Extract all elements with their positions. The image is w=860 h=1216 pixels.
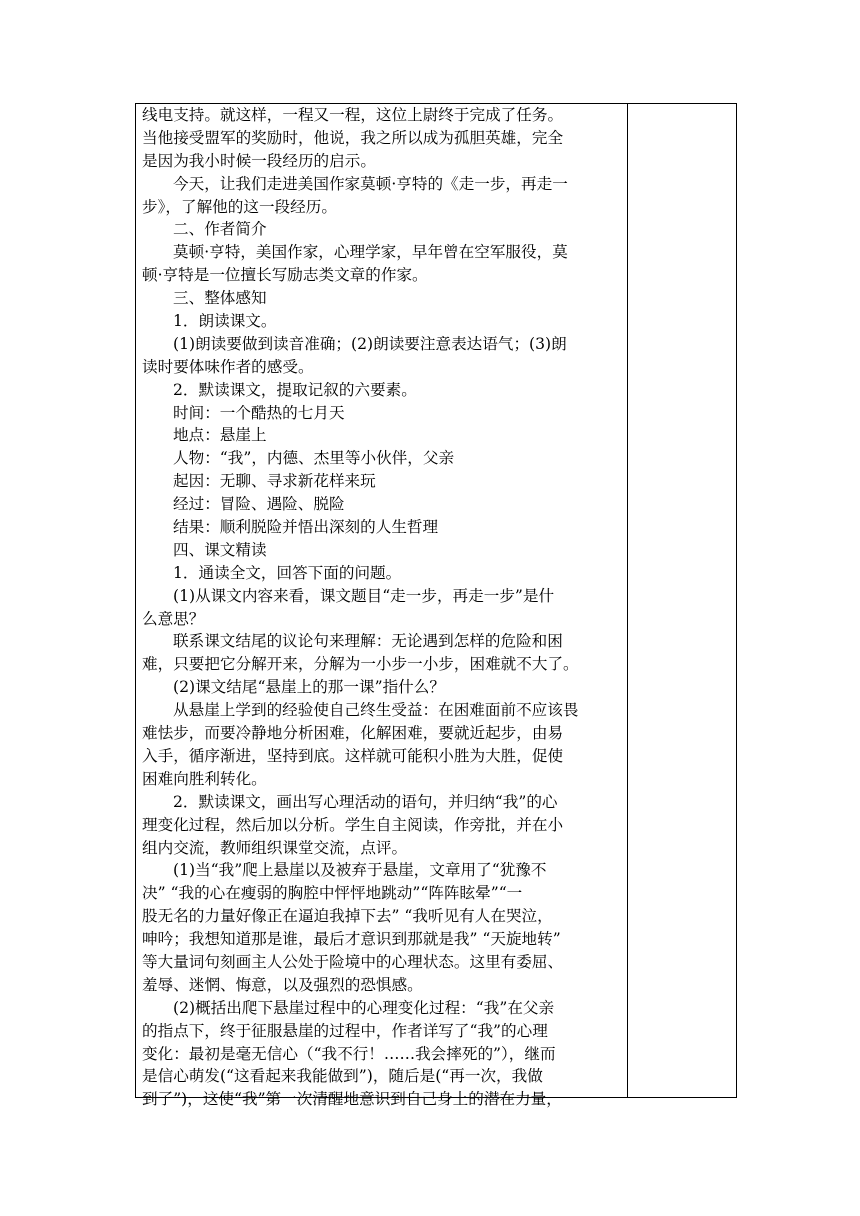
text-line: 当他接受盟军的奖励时，他说，我之所以成为孤胆英雄，完全 xyxy=(142,128,564,147)
text-line: 步》，了解他的这一段经历。 xyxy=(142,197,337,216)
text-line: 1．朗读课文。 xyxy=(173,312,277,331)
text-line: 是因为我小时候一段经历的启示。 xyxy=(142,151,376,170)
text-line: (1)当“我”爬上悬崖以及被弃于悬崖，文章用了“犹豫不 xyxy=(173,861,547,880)
text-line: 1．通读全文，回答下面的问题。 xyxy=(173,563,402,582)
text-line: 组内交流，教师组织课堂交流，点评。 xyxy=(142,838,408,857)
text-line: 人物：“我”，内德、杰里等小伙伴，父亲 xyxy=(173,449,455,468)
text-line: 从悬崖上学到的经验使自己终生受益：在困难面前不应该畏 xyxy=(173,701,579,720)
text-line: (2)课文结尾“悬崖上的那一课”指什么？ xyxy=(173,678,445,697)
lesson-content-cell xyxy=(142,104,622,1111)
text-line: 股无名的力量好像正在逼迫我掉下去” “我听见有人在哭泣， xyxy=(142,907,553,926)
text-line: 三、整体感知 xyxy=(173,289,267,308)
text-line: 的指点下，终于征服悬崖的过程中，作者详写了“我”的心理 xyxy=(142,1021,548,1040)
text-line: 2．默读课文，提取记叙的六要素。 xyxy=(173,380,417,399)
text-line: (1)从课文内容来看，课文题目“走一步，再走一步”是什 xyxy=(173,586,555,605)
notes-cell xyxy=(628,104,736,1097)
text-line: 变化：最初是毫无信心（“我不行！……我会摔死的”），继而 xyxy=(142,1044,556,1063)
text-line: 么意思？ xyxy=(142,609,205,628)
text-line: 难，只要把它分解开来，分解为一小步一小步，困难就不大了。 xyxy=(142,655,579,674)
text-line: 联系课文结尾的议论句来理解：无论遇到怎样的危险和困 xyxy=(173,632,563,651)
text-line: 等大量词句刻画主人公处于险境中的心理状态。这里有委屈、 xyxy=(142,952,564,971)
text-line: 顿·亨特是一位擅长写励志类文章的作家。 xyxy=(142,266,428,285)
text-line: 入手，循序渐进，坚持到底。这样就可能积小胜为大胜，促使 xyxy=(142,746,564,765)
text-line: 线电支持。就这样，一程又一程，这位上尉终于完成了任务。 xyxy=(142,106,564,124)
text-line: 经过：冒险、遇险、脱险 xyxy=(173,495,345,514)
text-line: 困难向胜利转化。 xyxy=(142,769,267,788)
text-line: 羞辱、迷惘、悔意，以及强烈的恐惧感。 xyxy=(142,975,423,994)
text-line: 难怯步，而要冷静地分析困难，化解困难，要就近起步，由易 xyxy=(142,724,564,743)
text-line: 今天，让我们走进美国作家莫顿·亨特的《走一步，再走一 xyxy=(173,174,568,193)
text-line: (2)概括出爬下悬崖过程中的心理变化过程：“我”在父亲 xyxy=(173,998,555,1017)
text-line: (1)朗读要做到读音准确；(2)朗读要注意表达语气；(3)朗 xyxy=(173,334,567,353)
text-line: 二、作者简介 xyxy=(173,220,267,239)
text-line: 到了”)，这使“我”第一次清醒地意识到自己身上的潜在力量， xyxy=(142,1090,562,1109)
text-line: 四、课文精读 xyxy=(173,540,267,559)
text-line: 2．默读课文，画出写心理活动的语句，并归纳“我”的心 xyxy=(173,792,558,811)
text-line: 莫顿·亨特，美国作家，心理学家，早年曾在空军服役，莫 xyxy=(173,243,568,262)
text-line: 起因：无聊、寻求新花样来玩 xyxy=(173,472,376,491)
text-line: 是信心萌发(“这看起来我能做到”)，随后是(“再一次，我做 xyxy=(142,1067,543,1086)
text-line: 时间：一个酷热的七月天 xyxy=(173,403,345,422)
text-line: 结果：顺利脱险并悟出深刻的人生哲理 xyxy=(173,518,439,537)
text-line: 读时要体味作者的感受。 xyxy=(142,357,314,376)
text-line: 地点：悬崖上 xyxy=(173,426,267,445)
lesson-table xyxy=(135,103,737,1109)
text-line: 决” “我的心在瘦弱的胸腔中怦怦地跳动”“阵阵眩晕”“一 xyxy=(142,884,523,903)
text-line: 理变化过程，然后加以分析。学生自主阅读，作旁批，并在小 xyxy=(142,815,564,834)
text-line: 呻吟；我想知道那是谁，最后才意识到那就是我” “天旋地转” xyxy=(142,930,561,949)
